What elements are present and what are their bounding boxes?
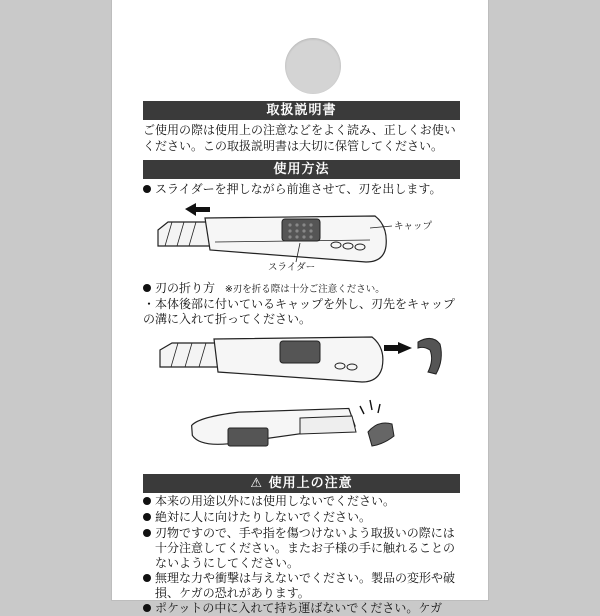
usage-step1-text: スライダーを押しながら前進させて、刃を出します。 [155, 182, 442, 196]
usage-step2-desc-2: の溝に入れて折ってください。 [143, 312, 312, 326]
usage-step2-title: 刃の折り方 [155, 281, 216, 295]
caution-item-2 [143, 510, 371, 525]
usage-step2-desc-1: ・本体後部に付いているキャップを外し、刃先をキャップ [143, 297, 456, 311]
bullet-icon [143, 185, 151, 193]
caution-item-1 [143, 494, 395, 509]
intro-line-2: ください。この取扱説明書は大切に保管してください。 [143, 139, 444, 153]
manual-section-header [143, 101, 460, 120]
caution-section-header [143, 474, 460, 493]
caution-text-2: 絶対に人に向けたりしないでください。 [155, 510, 372, 524]
caution-section-title: 使用上の注意 [268, 476, 353, 491]
caution-item-3-cont-2: ないようにしてください。 [155, 556, 300, 570]
bullet-icon [143, 497, 151, 505]
caution-text-3: 刃物ですので、手や指を傷つけないよう取扱いの際には [155, 526, 455, 540]
manual-section-title: 取扱説明書 [266, 103, 337, 118]
caution-item-4-cont: 損、ケガの恐れがあります。 [155, 586, 310, 600]
bullet-icon [143, 604, 151, 612]
hang-hole [285, 38, 341, 94]
warning-triangle-icon: ⚠ [250, 476, 269, 491]
callout-cap: キャップ [394, 221, 433, 232]
caution-item-3-cont-1: 十分注意してください。またお子様の手に触れることの [155, 541, 456, 555]
bullet-icon [143, 513, 151, 521]
intro-line-1: ご使用の際は使用上の注意などをよく読み、正しくお使い [143, 123, 456, 137]
caution-text-4: 無理な力や衝撃は与えないでください。製品の変形や破 [155, 571, 456, 585]
usage-section-title: 使用方法 [273, 162, 330, 177]
usage-step2-note: ※刃を折る際は十分ご注意ください。 [224, 284, 385, 295]
bullet-icon [143, 529, 151, 537]
caution-text-1: 本来の用途以外には使用しないでください。 [155, 494, 396, 508]
bullet-icon [143, 284, 151, 292]
caution-item-5 [143, 601, 442, 616]
bullet-icon [143, 574, 151, 582]
usage-step2 [143, 281, 385, 297]
usage-section-header [143, 160, 460, 179]
caution-item-4 [143, 571, 455, 586]
callout-slider: スライダー [268, 262, 316, 273]
usage-step1 [143, 182, 441, 197]
caution-item-3 [143, 526, 455, 541]
caution-text-5: ポケットの中に入れて持ち運ばないでください。ケガ [155, 601, 443, 615]
